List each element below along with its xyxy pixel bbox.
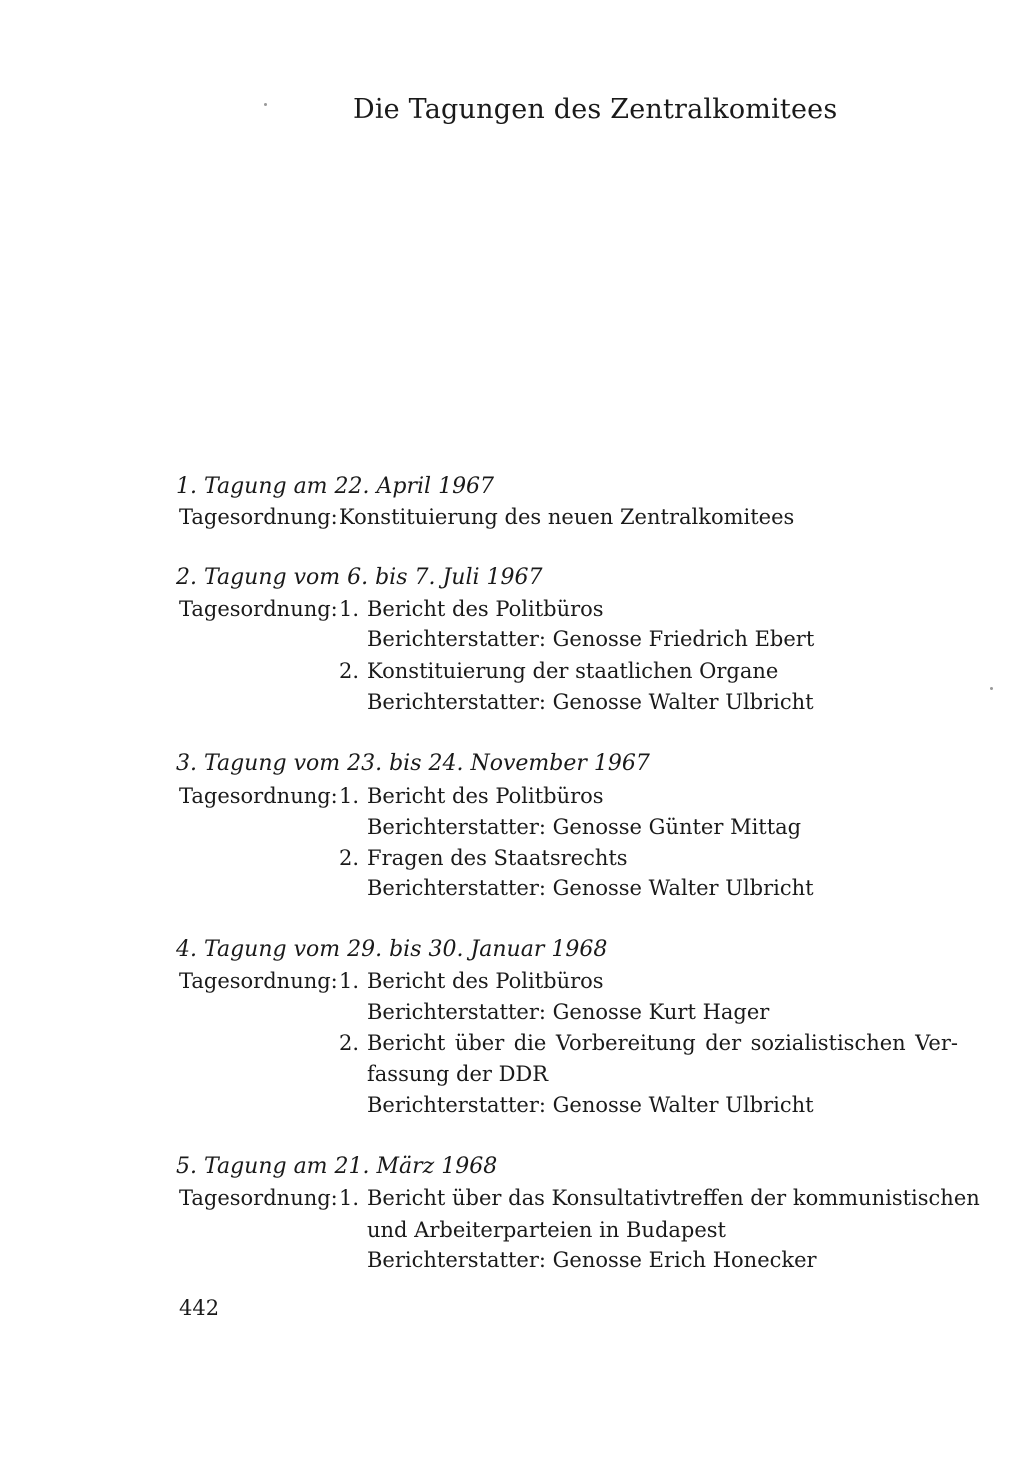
agenda-item-number: 1. — [339, 969, 360, 993]
agenda-item-text-continued: fassung der DDR — [367, 1062, 549, 1086]
agenda-item-reporter: Berichterstatter: Genosse Walter Ulbricht — [367, 690, 814, 714]
agenda-text: Konstituierung des neuen Zentralkomitees — [339, 505, 795, 529]
session-heading: 4. Tagung vom 29. bis 30. Januar 1968 — [176, 937, 608, 962]
agenda-item-number: 2. — [339, 846, 360, 870]
agenda-item-reporter: Berichterstatter: Genosse Friedrich Ebert — [367, 627, 815, 651]
agenda-label: Tagesordnung: — [179, 784, 338, 808]
agenda-item-number: 2. — [339, 659, 360, 683]
agenda-label: Tagesordnung: — [179, 505, 338, 529]
agenda-item-text: Bericht über das Konsultativtreffen der kommunistischen — [367, 1186, 980, 1210]
agenda-item-text: Bericht des Politbüros — [367, 597, 604, 621]
agenda-item-number: 1. — [339, 784, 360, 808]
agenda-item-number: 1. — [339, 597, 360, 621]
page-number: 442 — [179, 1296, 220, 1320]
agenda-item-text: Konstituierung der staatlichen Organe — [367, 659, 779, 683]
session-heading: 1. Tagung am 22. April 1967 — [176, 474, 495, 499]
agenda-item-text-continued: und Arbeiterparteien in Budapest — [367, 1218, 726, 1242]
agenda-item-number: 2. — [339, 1031, 360, 1055]
scan-speck — [990, 687, 993, 690]
session-heading: 3. Tagung vom 23. bis 24. November 1967 — [176, 751, 650, 776]
agenda-item-text: Fragen des Staatsrechts — [367, 846, 628, 870]
agenda-item-text: Bericht über die Vorbereitung der sozialistischen Ver- — [367, 1031, 958, 1055]
agenda-label: Tagesordnung: — [179, 969, 338, 993]
page-title: Die Tagungen des Zentralkomitees — [353, 94, 838, 125]
agenda-item-reporter: Berichterstatter: Genosse Erich Honecker — [367, 1248, 817, 1272]
session-heading: 2. Tagung vom 6. bis 7. Juli 1967 — [176, 565, 543, 590]
agenda-item-reporter: Berichterstatter: Genosse Kurt Hager — [367, 1000, 770, 1024]
agenda-item-reporter: Berichterstatter: Genosse Walter Ulbricht — [367, 1093, 814, 1117]
agenda-item-reporter: Berichterstatter: Genosse Günter Mittag — [367, 815, 802, 839]
agenda-label: Tagesordnung: — [179, 1186, 338, 1210]
agenda-item-text: Bericht des Politbüros — [367, 969, 604, 993]
scan-speck — [264, 103, 267, 106]
agenda-item-number: 1. — [339, 1186, 360, 1210]
agenda-item-text: Bericht des Politbüros — [367, 784, 604, 808]
agenda-item-reporter: Berichterstatter: Genosse Walter Ulbricht — [367, 876, 814, 900]
agenda-label: Tagesordnung: — [179, 597, 338, 621]
session-heading: 5. Tagung am 21. März 1968 — [176, 1154, 498, 1179]
